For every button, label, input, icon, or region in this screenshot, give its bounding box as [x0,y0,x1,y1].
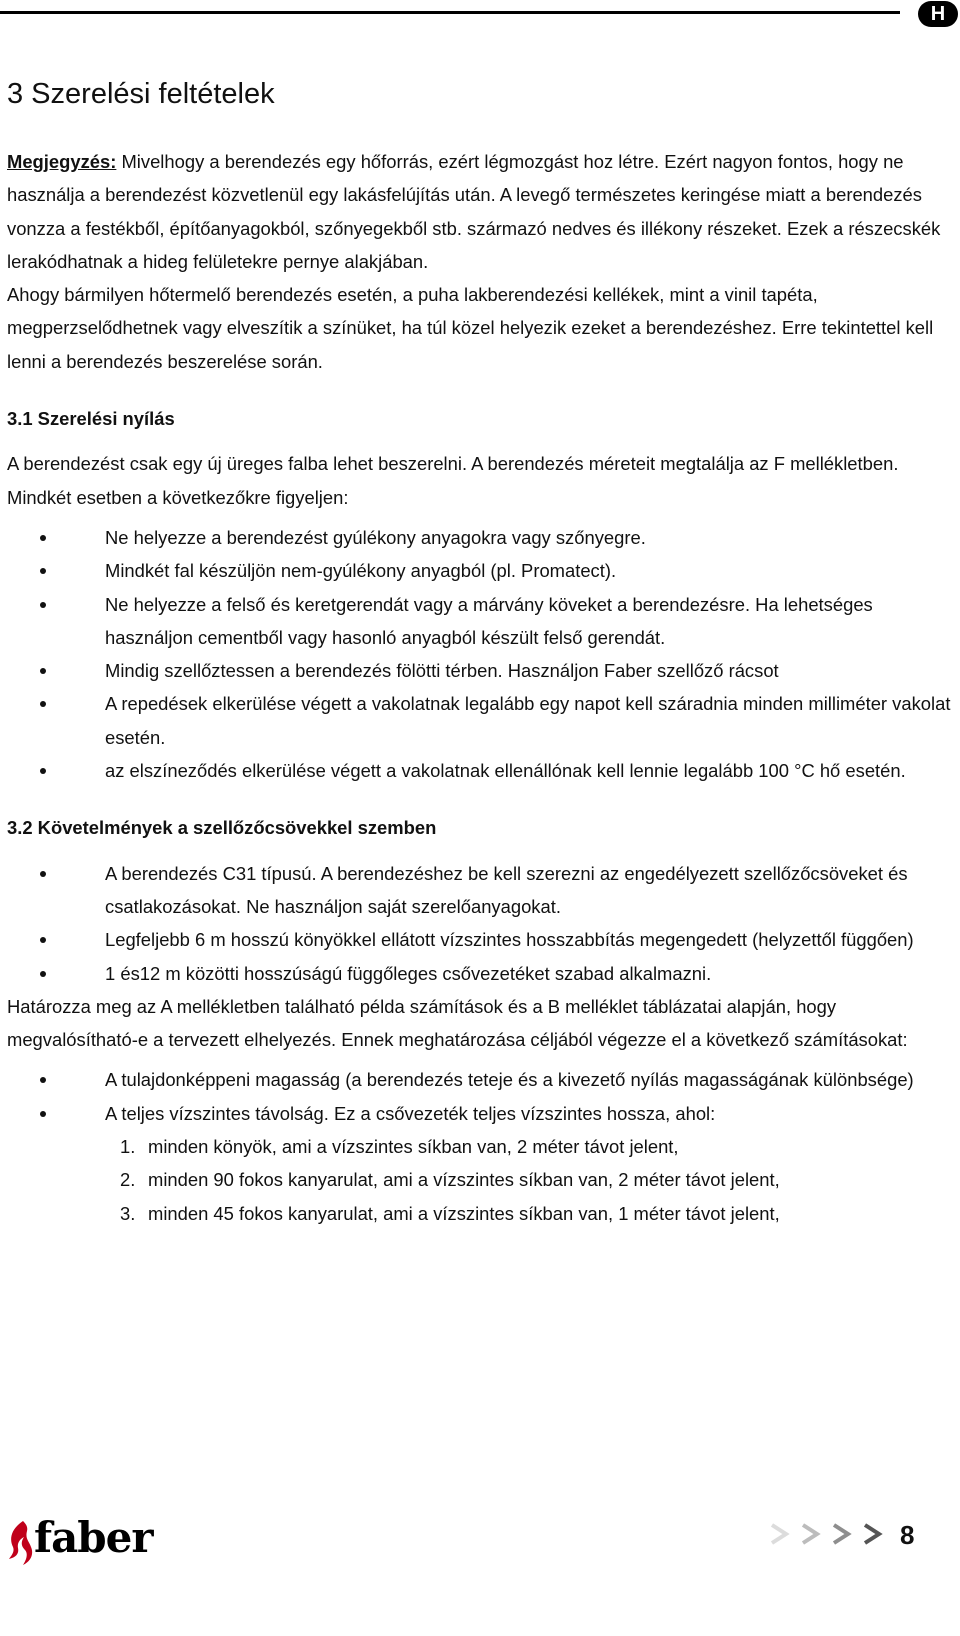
list-item: Ne helyezze a felső és keretgerendát vagy a márvány köveket a berendezésre. Ha lehetséges használjon cementből vagy hasonló anyagból készült felső gerendát. [7,588,952,655]
checklist-intro: Mindkét esetben a következőkre figyeljen: [7,486,349,508]
heat-warning-paragraph: Ahogy bármilyen hőtermelő berendezés esetén, a puha lakberendezési kellékek, mint a vinil tapéta, megperzselődhetnek vagy elveszítik a színüket, ha túl közel helyezik ezeket a berendezéshez. Erre tekintettel kell lenni a berendezés beszerelése során. [7,284,934,372]
chevron-right-icon [865,1525,879,1543]
chevron-right-icon [803,1525,817,1543]
note-text: Mivelhogy a berendezés egy hőforrás, ezért légmozgást hoz létre. Ezért nagyon fontos, hogy ne használja a berendezést közvetlenül egy lakásfelújítás után. A levegő természetes keringése miatt a berendezés vonzza a festékből, építőanyagokból, szőnyegekből stb. származó nedves és illékony részeket. Ezek a részecskék lerakódhatnak a hideg felületekre pernye alakjában. [7,151,941,272]
page-number: 8 [900,1520,915,1550]
numbered-list [7,1130,952,1230]
item-text: minden 45 fokos kanyarulat, ami a vízszintes síkban van, 1 méter távot jelent, [148,1202,780,1224]
calculation-list [7,1063,952,1130]
item-number: 2. [120,1169,136,1191]
item-text: minden könyök, ami a vízszintes síkban van, 2 méter távot jelent, [148,1136,679,1158]
page-arrows [768,1521,893,1552]
list-item: Mindkét fal készüljön nem-gyúlékony anyagból (pl. Promatect). [7,554,952,587]
list-item: Legfeljebb 6 m hosszú könyökkel ellátott vízszintes hosszabbítás megengedett (helyzettől függően) [7,923,952,956]
brand-wordmark: faber [34,1513,153,1562]
list-item: A repedések elkerülése végett a vakolatnak legalább egy napot kell száradnia minden milliméter vakolat esetén. [7,687,952,754]
installation-checklist [7,521,952,787]
calculation-paragraph: Határozza meg az A mellékletben található példa számítások és a B melléklet táblázatai alapján, hogy megvalósítható-e a tervezett elhelyezés. Ennek meghatározása céljából végezze el a következő számításokat: [7,995,908,1051]
opening-paragraph: A berendezést csak egy új üreges falba lehet beszerelni. A berendezés méreteit megtalálja az F mellékletben. [7,453,899,475]
list-item: A tulajdonképpeni magasság (a berendezés teteje és a kivezető nyílás magasságának különbsége) [7,1063,952,1096]
chevron-right-icon [834,1525,848,1543]
chevron-right-icon [772,1525,786,1543]
note-label: Megjegyzés: [7,151,117,172]
subsection-title-3-2: 3.2 Követelmények a szellőzőcsövekkel szemben [7,817,437,839]
list-item: A teljes vízszintes távolság. Ez a csővezeték teljes vízszintes hossza, ahol: [7,1097,952,1130]
numbered-item [7,1163,952,1196]
list-item: A berendezés C31 típusú. A berendezéshez be kell szerezni az engedélyezett szellőzőcsöveket és csatlakozásokat. Ne használjon saját szerelőanyagokat. [7,857,952,924]
faber-logo [7,1513,167,1569]
list-item: Mindig szellőztessen a berendezés fölötti térben. Használjon Faber szellőző rácsot [7,654,952,687]
language-badge: H [918,1,958,27]
numbered-item [7,1130,952,1163]
note-paragraph [7,145,952,278]
section-title: 3 Szerelési feltételek [7,78,275,110]
header-rule [0,11,900,14]
numbered-item [7,1197,952,1230]
list-item: az elszíneződés elkerülése végett a vakolatnak ellenállónak kell lennie legalább 100 °C hő esetén. [7,754,952,787]
flue-requirements-list [7,857,952,990]
item-number: 1. [120,1136,136,1158]
item-text: minden 90 fokos kanyarulat, ami a vízszintes síkban van, 2 méter távot jelent, [148,1169,780,1191]
flame-icon [7,1519,35,1569]
item-number: 3. [120,1202,136,1224]
document-body [7,145,952,1230]
subsection-title-3-1: 3.1 Szerelési nyílás [7,408,175,430]
list-item: 1 és12 m közötti hosszúságú függőleges csővezetéket szabad alkalmazni. [7,957,952,990]
list-item: Ne helyezze a berendezést gyúlékony anyagokra vagy szőnyegre. [7,521,952,554]
